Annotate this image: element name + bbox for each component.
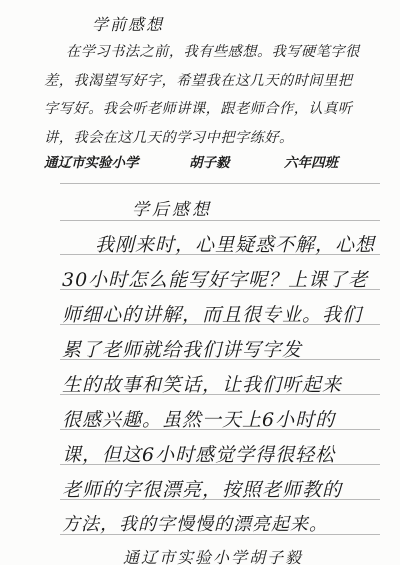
after-note-line: 累了老师就给我们讲写字发 bbox=[62, 339, 303, 361]
after-practice-note bbox=[0, 183, 400, 565]
school-name: 通辽市实验小学 bbox=[44, 155, 139, 171]
after-note-line: 30小时怎么能写好字呢？上课了老 bbox=[62, 269, 369, 291]
after-note-signature: 通辽市实验小学胡子毅 bbox=[123, 548, 304, 567]
after-note-line: 我刚来时，心里疑惑不解，心想 bbox=[95, 234, 376, 256]
after-note-title: 学后感想 bbox=[132, 200, 212, 220]
before-note-title: 学前感想 bbox=[92, 15, 165, 34]
class-name: 六年四班 bbox=[284, 155, 338, 171]
ruled-line bbox=[60, 220, 380, 221]
after-note-line: 很感兴趣。虽然一天上6小时的 bbox=[62, 409, 336, 431]
student-name: 胡子毅 bbox=[189, 155, 230, 171]
before-practice-note bbox=[0, 0, 400, 183]
before-note-body: 在学习书法之前，我有些感想。我写硬笔字很差，我渴望写好字，希望我在这几天的时间里把字写好。我会听老师讲课，跟老师合作，认真听讲，我会在这几天的学习中把字练好。 bbox=[44, 44, 360, 146]
after-note-line: 课，但这6小时感觉学得很轻松 bbox=[62, 444, 336, 466]
after-note-line: 生的故事和笑话，让我们听起来 bbox=[62, 374, 343, 396]
after-note-line: 老师的字很漂亮，按照老师教的 bbox=[62, 479, 343, 501]
after-note-line: 方法，我的字慢慢的漂亮起来。 bbox=[62, 514, 328, 535]
after-note-line: 师细心的讲解，而且很专业。我们 bbox=[62, 304, 363, 326]
ruled-line bbox=[60, 183, 380, 184]
